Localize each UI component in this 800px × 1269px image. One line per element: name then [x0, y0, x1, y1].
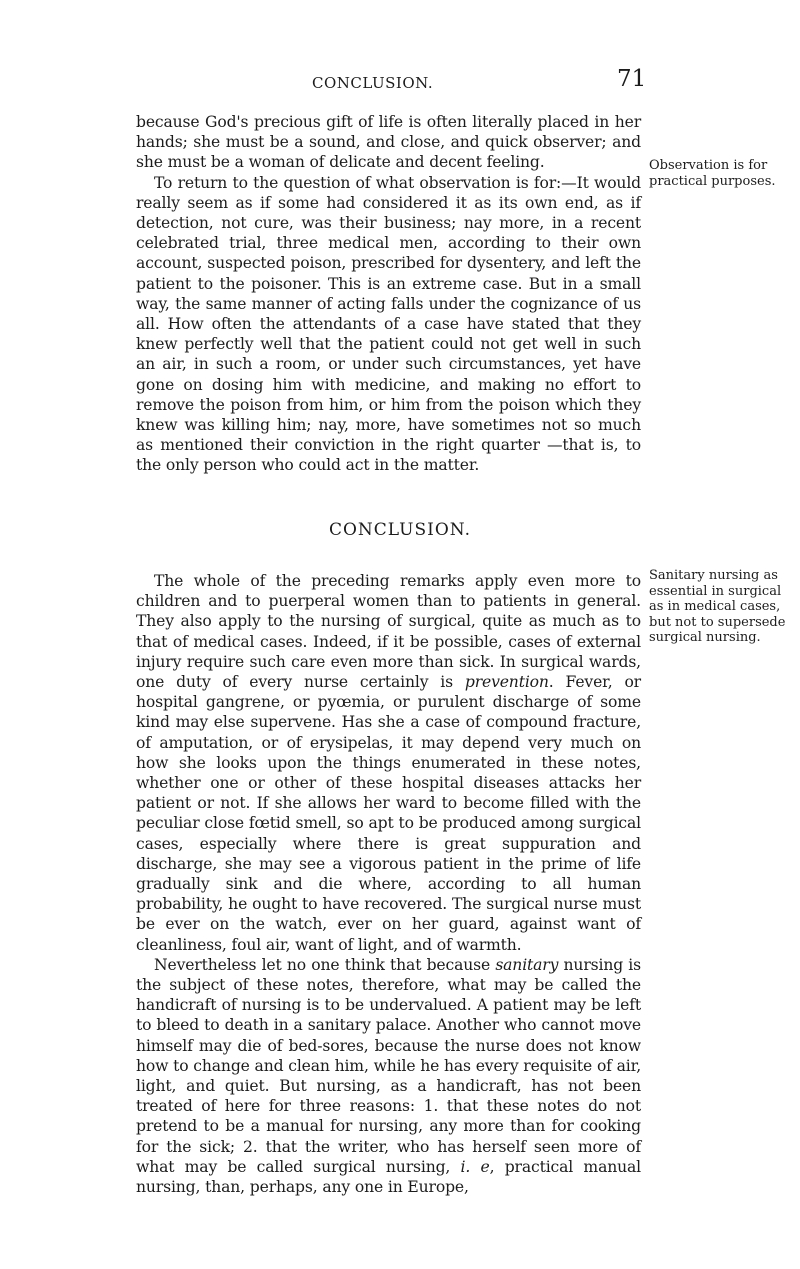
paragraph: The whole of the preceding remarks apply even more to children and to puerperal women than to patients in general. They also apply to the nursing of surgical, quite as much as to that of medical cases. Indeed, if it be possible, cases of external injury require such care even more than sick. In surgical wards, one duty of every nurse certainly is prevention. Fever, or hospital gangrene, or pyœmia, or purulent discharge of some kind may else supervene. Has she a case of compound fracture, of amputation, or of erysipelas, it may depend very much on how she looks upon the things enumerated in these notes, whether one or other of these hospital diseases attacks her patient or not. If she allows her ward to become filled with the peculiar close fœtid smell, so apt to be produced among surgical cases, especially where there is great suppuration and discharge, she may see a vigorous patient in the prime of life gradually sink and die where, according to all human probability, he ought to have recovered. The surgical nurse must be ever on the watch, ever on her guard, against want of cleanliness, foul air, want of light, and of warmth. [136, 572, 641, 954]
paragraph: because God's precious gift of life is often literally placed in her hands; she must be a sound, and close, and quick observer; and she must be a woman of delicate and decent feeling. [136, 113, 641, 172]
paragraph: To return to the question of what observation is for:—It would really seem as if some had considered it as its own end, as if detection, not cure, was their business; nay more, in a recent celebrated trial, three medical men, according to their own account, suspected poison, prescribed for dysentery, and left the patient to the poisoner. This is an extreme case. But in a small way, the same manner of acting falls under the cognizance of us all. How often the attendants of a case have stated that they knew perfectly well that the patient could not get well in such an air, in such a room, or under such circumstances, yet have gone on dosing him with medicine, and making no effort to remove the poison from him, or him from the poison which they knew was killing him; nay, more, have sometimes not so much as mentioned their conviction in the right quarter —that is, to the only person who could act in the matter. [136, 173, 641, 475]
margin-note: Observation is for practical purposes. [649, 158, 776, 189]
running-head: CONCLUSION. [312, 74, 434, 92]
margin-note: Sanitary nursing as essential in surgical as in medical cases, but not to supersede surgical nursing. [649, 568, 786, 645]
paragraph: Nevertheless let no one think that because sanitary nursing is the subject of these notes, therefore, what may be called the handicraft of nursing is to be undervalued. A patient may be left to bleed to death in a sanitary palace. Another who cannot move himself may die of bed-sores, because the nurse does not know how to change and clean him, while he has every requisite of air, light, and quiet. But nursing, as a handicraft, has not been treated of here for three reasons: 1. that these notes do not pretend to be a manual for nursing, any more than for cooking for the sick; 2. that the writer, who has herself seen more of what may be called surgical nursing, i. e, practical manual nursing, than, perhaps, any one in Europe, [136, 955, 641, 1197]
text-block-top [136, 112, 641, 476]
page-number: 71 [617, 66, 647, 92]
text-block-conclusion [136, 571, 641, 1197]
page-header [0, 66, 800, 96]
section-heading: CONCLUSION. [328, 520, 471, 540]
